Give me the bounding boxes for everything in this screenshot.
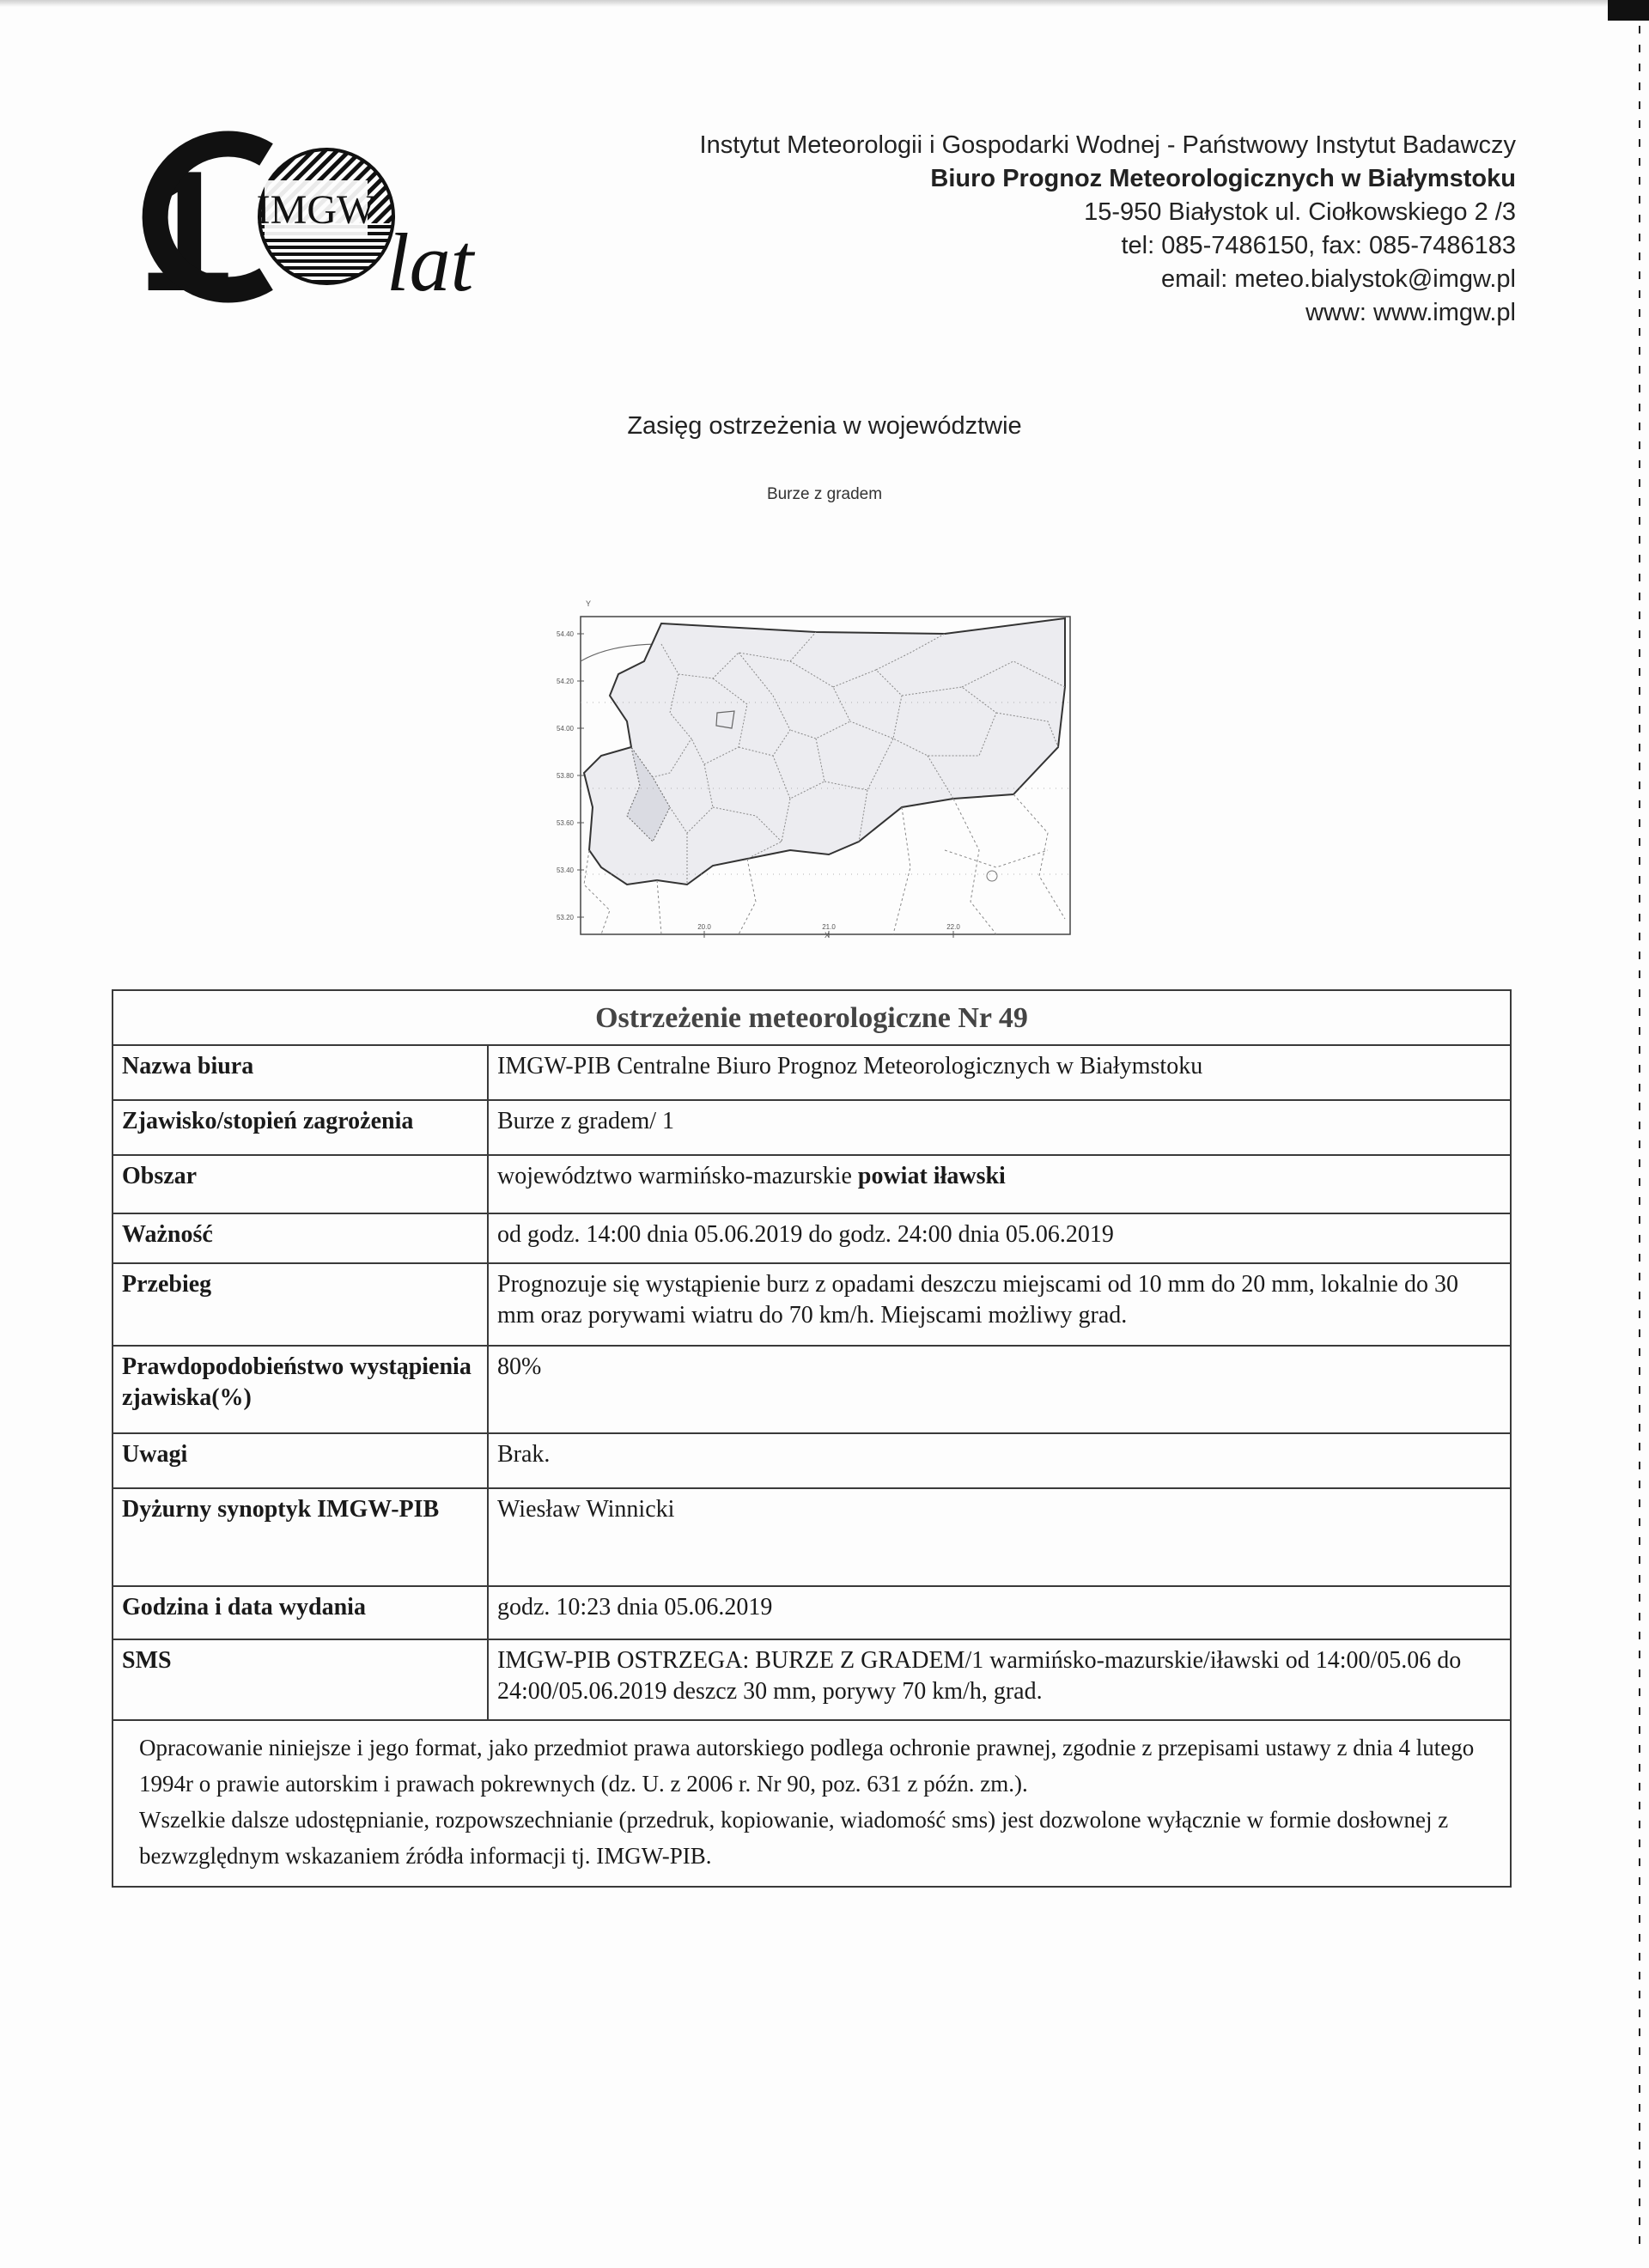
row-value-godzina: godz. 10:23 dnia 05.06.2019 xyxy=(488,1586,1511,1639)
row-value-zjawisko: Burze z gradem/ 1 xyxy=(488,1100,1511,1155)
x-tick-label: 22.0 xyxy=(946,923,960,931)
logo-emblem-letters: IMGW xyxy=(256,187,376,233)
y-tick-label: 53.80 xyxy=(556,772,574,780)
copyright-line-2: Wszelkie dalsze udostępnianie, rozpowszechnianie (przedruk, kopiowanie, wiadomość sms) jest dozwolone wyłącznie w formie dosłownej z bezwzględnym wskazaniem źródła informacji tj. IMGW-PIB. xyxy=(139,1807,1449,1869)
obszar-powiat: powiat iławski xyxy=(857,1163,1006,1189)
row-value-uwagi: Brak. xyxy=(488,1433,1511,1488)
office-name: Biuro Prognoz Meteorologicznych w Białymstoku xyxy=(930,165,1516,192)
obszar-region: województwo warmińsko-mazurskie xyxy=(497,1163,852,1189)
row-label-godzina: Godzina i data wydania xyxy=(113,1586,488,1639)
office-email: email: meteo.bialystok@imgw.pl xyxy=(1160,265,1516,293)
table-row xyxy=(113,1263,1511,1346)
office-phone: tel: 085-7486150, fax: 085-7486183 xyxy=(1121,232,1516,259)
institute-header xyxy=(571,129,1516,330)
office-www: www: www.imgw.pl xyxy=(1305,299,1516,326)
row-label-dyzurny: Dyżurny synoptyk IMGW-PIB xyxy=(113,1488,488,1586)
map-subtitle: Burze z gradem xyxy=(766,485,883,503)
y-tick-label: 53.20 xyxy=(556,914,574,921)
row-label-waznosc: Ważność xyxy=(113,1213,488,1263)
row-value-obszar xyxy=(488,1155,1511,1213)
y-tick-label: 53.60 xyxy=(556,819,574,827)
y-tick-label: 54.40 xyxy=(556,630,574,638)
row-value-dyzurny: Wiesław Winnicki xyxy=(488,1488,1511,1586)
row-label-zjawisko: Zjawisko/stopień zagrożenia xyxy=(113,1100,488,1155)
row-label-obszar: Obszar xyxy=(113,1155,488,1213)
row-value-nazwa: IMGW-PIB Centralne Biuro Prognoz Meteorologicznych w Białymstoku xyxy=(488,1045,1511,1100)
table-row xyxy=(113,1155,1511,1213)
map-marker xyxy=(987,871,997,881)
table-row xyxy=(113,1433,1511,1488)
copyright-line-1: Opracowanie niniejsze i jego format, jako przedmiot prawa autorskiego podlega ochronie prawnej, zgodnie z przepisami ustawy z dnia 4 lutego 1994r o prawie autorskim i prawach pokrewnych (dz. U. z 2006 r. Nr 90, poz. 631 z późn. zm.). xyxy=(139,1735,1475,1797)
scan-shadow-top xyxy=(0,0,1649,7)
table-row xyxy=(113,1720,1511,1887)
x-tick-label: 20.0 xyxy=(697,923,711,931)
scan-edge-marks xyxy=(1639,26,1640,2250)
row-label-nazwa: Nazwa biura xyxy=(113,1045,488,1100)
logo-number: 1 xyxy=(137,136,225,326)
scan-mark-corner xyxy=(1608,0,1649,21)
table-row xyxy=(113,1213,1511,1263)
warning-title: Ostrzeżenie meteorologiczne Nr 49 xyxy=(113,990,1511,1045)
map-title: Zasięg ostrzeżenia w województwie xyxy=(627,412,1022,440)
row-value-waznosc: od godz. 14:00 dnia 05.06.2019 do godz. 24:00 dnia 05.06.2019 xyxy=(488,1213,1511,1263)
row-label-przebieg: Przebieg xyxy=(113,1263,488,1346)
copyright-notice xyxy=(113,1720,1511,1887)
row-value-sms: IMGW-PIB OSTRZEGA: BURZE Z GRADEM/1 warmińsko-mazurskie/iławski od 14:00/05.06 do 24:00/05.06.2019 deszcz 30 mm, porywy 70 km/h, grad. xyxy=(488,1639,1511,1720)
table-row xyxy=(113,1100,1511,1155)
map-y-axis-letter: Y xyxy=(586,599,592,608)
row-value-przebieg: Prognozuje się wystąpienie burz z opadami deszczu miejscami od 10 mm do 20 mm, lokalnie do 30 mm oraz porywami wiatru do 70 km/h. Miejscami możliwy grad. xyxy=(488,1263,1511,1346)
table-row xyxy=(113,1346,1511,1433)
row-label-prawdopodobienstwo: Prawdopodobieństwo wystąpienia zjawiska(%) xyxy=(113,1346,488,1433)
x-tick-label: 21.0 xyxy=(822,923,836,931)
y-tick-label: 54.20 xyxy=(556,678,574,685)
table-row xyxy=(113,1045,1511,1100)
office-address: 15-950 Białystok ul. Ciołkowskiego 2 /3 xyxy=(1084,198,1516,226)
warning-area-map xyxy=(532,593,1082,953)
imgw-100-years-logo xyxy=(137,129,541,326)
table-row xyxy=(113,1488,1511,1586)
table-row xyxy=(113,1586,1511,1639)
row-label-sms: SMS xyxy=(113,1639,488,1720)
map-y-ticks xyxy=(557,630,584,921)
table-row xyxy=(113,1639,1511,1720)
warning-table xyxy=(112,989,1512,1888)
row-label-uwagi: Uwagi xyxy=(113,1433,488,1488)
row-value-prawdopodobienstwo: 80% xyxy=(488,1346,1511,1433)
y-tick-label: 53.40 xyxy=(556,866,574,874)
y-tick-label: 54.00 xyxy=(556,725,574,733)
logo-script-text: lat xyxy=(386,216,474,308)
voivodeship-outline xyxy=(584,618,1065,885)
institute-name: Instytut Meteorologii i Gospodarki Wodnej - Państwowy Instytut Badawczy xyxy=(699,131,1516,159)
map-x-axis-letter: X xyxy=(824,931,831,939)
